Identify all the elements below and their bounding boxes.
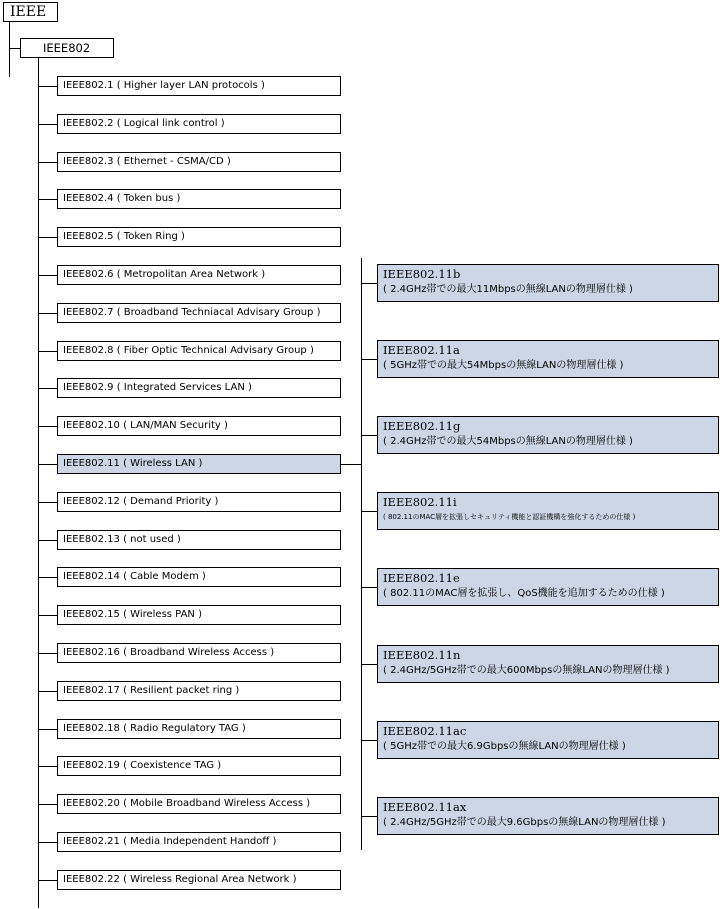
standard-connector bbox=[38, 351, 57, 352]
standard-connector bbox=[38, 388, 57, 389]
standard-node: IEEE802.3 ( Ethernet - CSMA/CD ) bbox=[57, 152, 341, 172]
subspec-title: IEEE802.11g bbox=[383, 419, 461, 433]
standard-connector bbox=[38, 880, 57, 881]
standard-connector bbox=[38, 124, 57, 125]
subspec-title: IEEE802.11ax bbox=[383, 800, 467, 814]
standard-node: IEEE802.15 ( Wireless PAN ) bbox=[57, 605, 341, 625]
standard-node: IEEE802.22 ( Wireless Regional Area Network ) bbox=[57, 870, 341, 890]
level1-connector-horizontal bbox=[9, 48, 20, 49]
standard-connector bbox=[38, 464, 57, 465]
standards-trunk-line bbox=[38, 58, 39, 908]
standard-node: IEEE802.17 ( Resilient packet ring ) bbox=[57, 681, 341, 701]
subspec-connector bbox=[361, 664, 377, 665]
subspec-connector bbox=[361, 511, 377, 512]
standard-node: IEEE802.1 ( Higher layer LAN protocols ) bbox=[57, 76, 341, 96]
subspec-description: ( 802.11のMAC層を拡張し、QoS機能を追加するための仕様 ) bbox=[383, 588, 665, 599]
standard-connector bbox=[38, 162, 57, 163]
standard-connector bbox=[38, 199, 57, 200]
standard-connector bbox=[38, 653, 57, 654]
root-node: IEEE bbox=[3, 2, 58, 22]
standard-node: IEEE802.21 ( Media Independent Handoff ) bbox=[57, 832, 341, 852]
subspec-node bbox=[377, 416, 719, 454]
subspec-connector bbox=[361, 359, 377, 360]
standard-connector bbox=[38, 426, 57, 427]
standard-node: IEEE802.6 ( Metropolitan Area Network ) bbox=[57, 265, 341, 285]
standard-node: IEEE802.2 ( Logical link control ) bbox=[57, 114, 341, 134]
standard-node: IEEE802.12 ( Demand Priority ) bbox=[57, 492, 341, 512]
standard-connector bbox=[38, 577, 57, 578]
standard-connector bbox=[38, 502, 57, 503]
subspec-node bbox=[377, 721, 719, 759]
standard-node: IEEE802.16 ( Broadband Wireless Access ) bbox=[57, 643, 341, 663]
standard-node: IEEE802.4 ( Token bus ) bbox=[57, 189, 341, 209]
subspec-connector bbox=[361, 283, 377, 284]
subspec-description: ( 5GHz帯での最大6.9Gbpsの無線LANの物理層仕様 ) bbox=[383, 741, 626, 752]
standard-connector bbox=[38, 691, 57, 692]
subspec-node bbox=[377, 340, 719, 378]
root-connector-vertical bbox=[9, 22, 10, 77]
subspec-title: IEEE802.11i bbox=[383, 495, 457, 509]
subspec-description: ( 2.4GHz帯での最大11Mbpsの無線LANの物理層仕様 ) bbox=[383, 284, 633, 295]
standard-node: IEEE802.9 ( Integrated Services LAN ) bbox=[57, 378, 341, 398]
standard-node: IEEE802.10 ( LAN/MAN Security ) bbox=[57, 416, 341, 436]
subspec-description: ( 5GHz帯での最大54Mbpsの無線LANの物理層仕様 ) bbox=[383, 360, 624, 371]
wireless-branch-line bbox=[341, 464, 361, 465]
subspec-connector bbox=[361, 816, 377, 817]
subspec-connector bbox=[361, 435, 377, 436]
standard-node: IEEE802.13 ( not used ) bbox=[57, 530, 341, 550]
standard-connector bbox=[38, 237, 57, 238]
subspec-title: IEEE802.11e bbox=[383, 571, 460, 585]
standard-connector bbox=[38, 729, 57, 730]
subspec-node bbox=[377, 492, 719, 530]
subspec-connector bbox=[361, 587, 377, 588]
standard-node: IEEE802.20 ( Mobile Broadband Wireless Access ) bbox=[57, 794, 341, 814]
standard-node: IEEE802.19 ( Coexistence TAG ) bbox=[57, 756, 341, 776]
standard-node: IEEE802.14 ( Cable Modem ) bbox=[57, 567, 341, 587]
standard-connector bbox=[38, 842, 57, 843]
subspec-node bbox=[377, 797, 719, 835]
standard-connector bbox=[38, 804, 57, 805]
wireless-trunk-line bbox=[361, 258, 362, 850]
standard-connector bbox=[38, 766, 57, 767]
subspec-title: IEEE802.11ac bbox=[383, 724, 467, 738]
ieee802-node: IEEE802 bbox=[20, 38, 114, 58]
subspec-title: IEEE802.11a bbox=[383, 343, 460, 357]
subspec-description: ( 2.4GHz/5GHz帯での最大600Mbpsの無線LANの物理層仕様 ) bbox=[383, 665, 670, 676]
subspec-description: ( 2.4GHz/5GHz帯での最大9.6Gbpsの無線LANの物理層仕様 ) bbox=[383, 817, 666, 828]
standard-connector bbox=[38, 615, 57, 616]
standard-node: IEEE802.5 ( Token Ring ) bbox=[57, 227, 341, 247]
standard-connector bbox=[38, 86, 57, 87]
standard-node: IEEE802.7 ( Broadband Techniacal Advisary Group ) bbox=[57, 303, 341, 323]
standard-node: IEEE802.8 ( Fiber Optic Technical Advisary Group ) bbox=[57, 341, 341, 361]
subspec-description: ( 2.4GHz帯での最大54Mbpsの無線LANの物理層仕様 ) bbox=[383, 436, 633, 447]
subspec-node bbox=[377, 264, 719, 302]
subspec-node bbox=[377, 568, 719, 606]
standard-node: IEEE802.11 ( Wireless LAN ) bbox=[57, 454, 341, 474]
subspec-title: IEEE802.11n bbox=[383, 648, 461, 662]
subspec-title: IEEE802.11b bbox=[383, 267, 461, 281]
subspec-connector bbox=[361, 740, 377, 741]
standard-connector bbox=[38, 275, 57, 276]
subspec-description: ( 802.11のMAC層を拡張しセキュリティ機能と認証機構を強化するための仕様 ) bbox=[383, 513, 636, 521]
standard-node: IEEE802.18 ( Radio Regulatory TAG ) bbox=[57, 719, 341, 739]
subspec-node bbox=[377, 645, 719, 683]
standard-connector bbox=[38, 313, 57, 314]
standard-connector bbox=[38, 540, 57, 541]
